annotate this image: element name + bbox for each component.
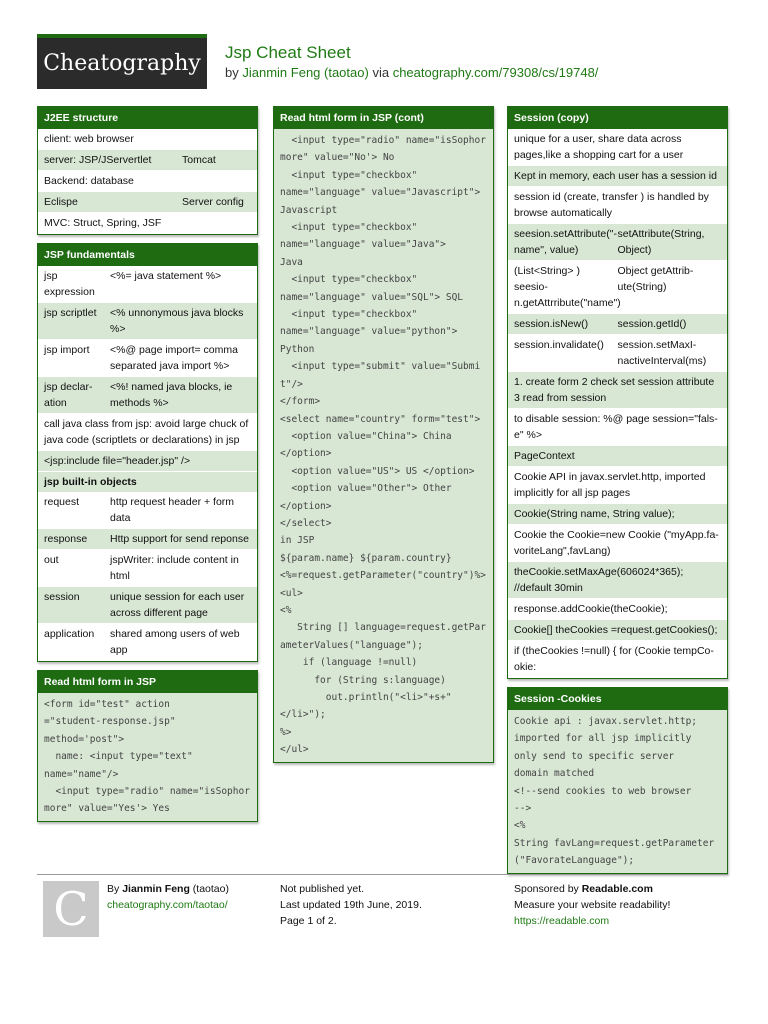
table-row [38,192,257,213]
table-row [38,266,257,303]
row-text: 1. create form 2 check set session attribute 3 read from session [514,376,715,404]
row-value: Object getAttribute(String) [617,265,694,293]
row-value: setAttribute(String, Object) [617,228,705,256]
table-row [508,599,727,620]
sheet-url-link[interactable]: cheatography.com/79308/cs/19748/ [392,65,599,80]
read-form-section [37,670,258,822]
subheader: jsp built-in objects [38,472,257,492]
row-text: call java class from jsp: avoid large chuck of java code (scriptlets or declarations) in jsp [44,418,249,446]
table-row [508,620,727,641]
row-value [182,173,251,189]
row-key: jsp import [44,344,90,356]
table-row [508,335,727,372]
row-text: session id (create, transfer ) is handled by browse automatically [514,191,709,219]
table-row [38,414,257,451]
table-row [38,587,257,624]
session-section [507,106,728,679]
cookies-section [507,687,728,874]
row-key: server: JSP/JServertlet [44,154,152,166]
table-row [508,446,727,467]
row-text: Cookie[] theCookies =request.getCookies(); [514,624,718,636]
table-row [38,451,257,472]
row-value [182,215,251,231]
row-key: seesion.setAttribute("name", value) [514,228,617,256]
row-text: Cookie(String name, String value); [514,508,675,520]
table-row [38,340,257,377]
footer-by: By [107,883,120,895]
cheatography-logo[interactable]: Cheatography [37,34,207,89]
table-row [508,467,727,504]
row-key: Backend: database [44,175,134,187]
row-value: <%@ page import= comma separated java import %> [110,344,238,372]
row-text: Cookie the Cookie=new Cookie ("myApp.favoriteLang",favLang) [514,529,719,557]
table-row [508,562,727,599]
row-value: Http support for send reponse [110,533,249,545]
section-header: Read html form in JSP [38,671,257,693]
row-key: out [44,554,59,566]
table-row [38,529,257,550]
table-row [508,314,727,335]
row-value: <% unnonymous java blocks %> [110,307,244,335]
last-updated: Last updated 19th June, 2019. [280,899,422,911]
row-text: unique for a user, share data across pages,like a shopping cart for a user [514,133,684,161]
byline [225,65,598,81]
table-row [508,641,727,678]
section-header: J2EE structure [38,107,257,129]
row-key: MVC: Struct, Spring, JSF [44,217,162,229]
table-row [508,409,727,446]
table-row [508,525,727,562]
sponsor-tagline: Measure your website readability! [514,899,671,911]
footer-handle: (taotao) [192,883,229,895]
row-value: <%= java statement %> [110,270,222,282]
row-text: PageContext [514,450,575,462]
table-row [508,224,727,261]
page-title: Jsp Cheat Sheet [225,43,351,62]
code-block: Cookie api : javax.servlet.http; imported for all jsp implicitly only send to specific server domain matched <!--send cookies to web browser --> <% String favLang=request.getParameter("FavorateLanguage"); [508,710,727,873]
table-row [38,377,257,414]
section-header: JSP fundamentals [38,244,257,266]
row-text: response.addCookie(theCookie); [514,603,668,615]
read-form-cont-section [273,106,494,763]
row-text: <jsp:include file="header.jsp" /> [44,455,191,467]
table-row [38,624,257,661]
sponsor-label: Sponsored by [514,883,579,895]
row-key: session.invalidate() [514,339,604,351]
code-block: <form id="test" action ="student-response.jsp" method='post"> name: <input type="text" name="name"/> <input type="radio" name="isSophormore" value="Yes'> Yes [38,693,257,821]
row-key: session.isNew() [514,318,589,330]
via-label: via [372,65,390,80]
row-text: to disable session: %@ page session="false" %> [514,413,718,441]
row-text: if (theCookies !=null) { for (Cookie tempCookie: [514,645,714,673]
objects-list [38,492,257,661]
footer-sponsor [514,881,670,929]
table-row [508,166,727,187]
row-key: session [44,591,80,603]
row-key: application [44,628,95,640]
row-text: Kept in memory, each user has a session id [514,170,717,182]
table-row [38,150,257,171]
row-value: session.setMaxInactiveInterval(ms) [617,339,707,367]
publish-status: Not published yet. [280,883,365,895]
row-value: <%! named java blocks, ie methods %> [110,381,233,409]
fundamentals-section [37,243,258,662]
table-row [38,171,257,192]
section-header: Read html form in JSP (cont) [274,107,493,129]
row-key: request [44,496,80,508]
footer-author [107,881,229,913]
sponsor-name[interactable]: Readable.com [581,883,653,895]
j2ee-section [37,106,258,235]
row-value: Server config [182,196,244,208]
section-header: Session -Cookies [508,688,727,710]
page-number: Page 1 of 2. [280,915,337,927]
table-row [38,129,257,150]
row-key: (List<String> ) seesion.getAttrribute("name") [514,265,621,309]
row-value: http request header + form data [110,496,235,524]
section-header: Session (copy) [508,107,727,129]
author-link[interactable]: Jianmin Feng (taotao) [242,65,369,80]
row-key: client: web browser [44,133,134,145]
row-key: jsp scriptlet [44,307,97,319]
table-row [508,129,727,166]
table-row [508,372,727,409]
row-key: response [44,533,88,545]
row-value: shared among users of web app [110,628,240,656]
row-key: jsp declaration [44,381,93,409]
row-key: Eclispe [44,196,78,208]
footer-status [280,881,422,929]
row-text: theCookie.setMaxAge(606024*365); //default 30min [514,566,684,594]
row-text: Cookie API in javax.servlet.http, imported implicitly for all jsp pages [514,471,706,499]
table-row [508,504,727,525]
by-label: by [225,65,239,80]
table-row [38,550,257,587]
table-row [508,261,727,314]
sponsor-link[interactable]: https://readable.com [514,915,610,927]
footer-author-link[interactable]: cheatography.com/taotao/ [107,899,228,911]
row-value: unique session for each user across different page [110,591,245,619]
row-key: jsp expression [44,270,95,298]
code-block: <input type="radio" name="isSophormore" value="No'> No <input type="checkbox" name="language" value="Javascript"> Javascript <input type="checkbox" name="language" value="Java"> Java <input type="checkbox" name="language" value="SQL"> SQL <input type="checkbox" name="language" value="python"> Python <input type="submit" value="Submit"/> </form> <select name="country" form="test"> <option value="China"> China </option> <option value="US"> US </option> <option value="Other"> Other </option> </select> in JSP ${param.name} ${param.country} <%=request.getParameter("country")%> <ul> <% String [] language=request.getParameterValues("language"); if (language !=null) for (String s:language) out.println("<li>"+s+" </li>"); %> </ul> [274,129,493,762]
table-row [38,303,257,340]
row-value: Tomcat [182,154,216,166]
author-avatar[interactable]: C [43,881,99,937]
table-row [38,213,257,234]
table-row [38,492,257,529]
footer [37,874,728,944]
row-value: jspWriter: include content in html [110,554,239,582]
footer-author-name[interactable]: Jianmin Feng [122,883,190,895]
row-value [182,131,251,147]
table-row [508,187,727,224]
row-value: session.getId() [617,318,687,330]
